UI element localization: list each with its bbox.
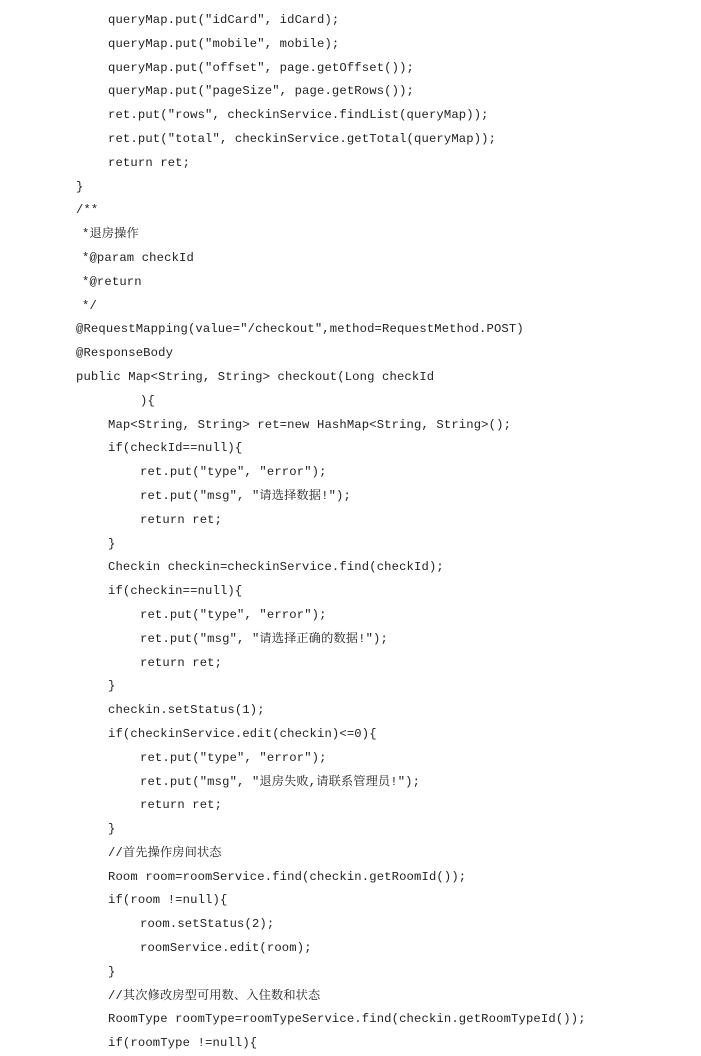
code-line: if(checkin==null){: [108, 584, 243, 599]
code-line: ret.put("total", checkinService.getTotal(queryMap));: [108, 131, 497, 146]
code-line: Map<String, String> ret=new HashMap<String, String>();: [108, 417, 512, 432]
code-line: if(roomType !=null){: [108, 1036, 258, 1051]
code-line: *@return: [82, 274, 142, 289]
code-line: return ret;: [108, 155, 191, 170]
code-line: return ret;: [140, 655, 223, 670]
code-line: *@param checkId: [82, 250, 194, 265]
code-line: */: [82, 298, 97, 313]
code-line: queryMap.put("pageSize", page.getRows());: [108, 84, 415, 99]
code-line: }: [108, 536, 116, 551]
code-line: }: [76, 179, 84, 194]
code-line: }: [108, 679, 116, 694]
code-line: *退房操作: [82, 227, 139, 242]
code-line: RoomType roomType=roomTypeService.find(checkin.getRoomTypeId());: [108, 1012, 586, 1027]
code-line: roomService.edit(room);: [140, 941, 312, 956]
code-line: ret.put("msg", "退房失败,请联系管理员!");: [140, 774, 421, 789]
code-line: }: [108, 964, 116, 979]
code-line: ret.put("rows", checkinService.findList(queryMap));: [108, 108, 489, 123]
code-line: if(checkinService.edit(checkin)<=0){: [108, 726, 377, 741]
code-listing: [0, 9, 701, 1056]
code-line: @ResponseBody: [76, 346, 174, 361]
code-line: @RequestMapping(value="/checkout",method=RequestMethod.POST): [76, 322, 524, 337]
code-line: if(room !=null){: [108, 893, 228, 908]
code-line: ret.put("type", "error");: [140, 465, 327, 480]
code-line: queryMap.put("idCard", idCard);: [108, 13, 340, 27]
code-line: ret.put("type", "error");: [140, 750, 327, 765]
code-line: /**: [76, 203, 99, 218]
code-line: if(checkId==null){: [108, 441, 243, 456]
code-line: ){: [140, 393, 155, 408]
code-line: public Map<String, String> checkout(Long checkId: [76, 369, 435, 384]
code-line: //首先操作房间状态: [108, 845, 222, 860]
code-line: //其次修改房型可用数、入住数和状态: [108, 988, 321, 1003]
code-line: return ret;: [140, 512, 223, 527]
code-line: Checkin checkin=checkinService.find(checkId);: [108, 560, 444, 575]
code-line: ret.put("type", "error");: [140, 607, 327, 622]
code-line: queryMap.put("offset", page.getOffset());: [108, 60, 415, 75]
code-line: return ret;: [140, 798, 223, 813]
code-line: checkin.setStatus(1);: [108, 703, 265, 718]
code-line: ret.put("msg", "请选择数据!");: [140, 488, 351, 503]
code-line: Room room=roomService.find(checkin.getRoomId());: [108, 869, 467, 884]
code-line: }: [108, 822, 116, 837]
code-line: queryMap.put("mobile", mobile);: [108, 36, 340, 51]
code-line: ret.put("msg", "请选择正确的数据!");: [140, 631, 388, 646]
code-line: room.setStatus(2);: [140, 917, 275, 932]
